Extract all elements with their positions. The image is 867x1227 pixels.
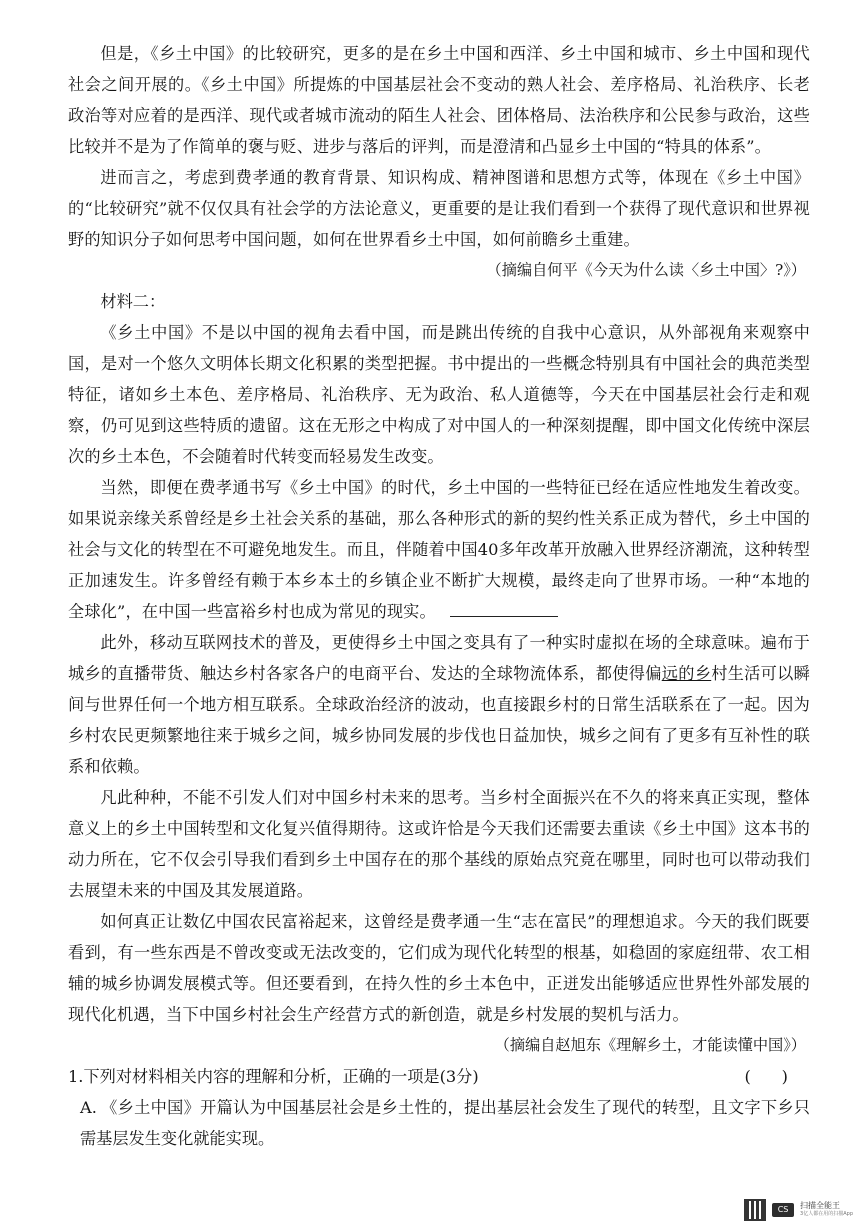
option-a-text: 《乡土中国》开篇认为中国基层社会是乡土性的，提出基层社会发生了现代的转型，且文字下乡只需基层发生变化就能实现。 <box>80 1098 810 1148</box>
material2-paragraph-3-underlined: 远的乡 <box>661 664 712 683</box>
option-a-letter: A. <box>80 1098 97 1117</box>
answer-blank-line <box>450 615 558 617</box>
material2-paragraph-3-text-b: 村生活可以瞬间与世界任何一个地方相互联系。全球政治经济的波动，也直接跟乡村的日常生活联系在了一起。因为乡村农民更频繁地往来于城乡之间，城乡协同发展的步伐也日益加快，城乡之间有了更多有互补性的联系和依赖。 <box>68 664 811 776</box>
material2-paragraph-1: 《乡土中国》不是以中国的视角去看中国，而是跳出传统的自我中心意识，从外部视角来观察中国，是对一个悠久文明体长期文化积累的类型把握。书中提出的一些概念特别具有中国社会的典范类型特征，诸如乡土本色、差序格局、礼治秩序、无为政治、私人道德等，今天在中国基层社会行走和观察，仍可见到这些特质的遗留。这在无形之中构成了对中国人的一种深刻提醒，即中国文化传统中深层次的乡土本色，不会随着时代转变而轻易发生改变。 <box>68 323 810 466</box>
scanner-name: 扫描全能王 <box>800 1201 841 1210</box>
material2-paragraph-3 <box>68 627 810 782</box>
qr-code-icon <box>744 1199 766 1221</box>
scanner-subtitle: 3亿人都在用的扫描App <box>800 1211 853 1217</box>
scanner-watermark <box>744 1199 853 1221</box>
scanner-brand <box>800 1201 853 1219</box>
reading-passage <box>68 38 810 1154</box>
material2-paragraph-2 <box>68 472 810 627</box>
question-1-stem: 1.下列对材料相关内容的理解和分析，正确的一项是(3分) <box>68 1067 479 1086</box>
material2-paragraph-2-text: 当然，即便在费孝通书写《乡土中国》的时代，乡土中国的一些特征已经在适应性地发生着改变。如果说亲缘关系曾经是乡土社会关系的基础，那么各种形式的新的契约性关系正成为替代，乡土中国的社会与文化的转型在不可避免地发生。而且，伴随着中国40多年改革开放融入世界经济潮流，这种转型正加速发生。许多曾经有赖于本乡本土的乡镇企业不断扩大规模，最终走向了世界市场。一种“本地的全球化”，在中国一些富裕乡村也成为常见的现实。 <box>68 478 810 621</box>
material2-paragraph-4: 凡此种种，不能不引发人们对中国乡村未来的思考。当乡村全面振兴在不久的将来真正实现，整体意义上的乡土中国转型和文化复兴值得期待。这或许恰是今天我们还需要去重读《乡土中国》这本书的动力所在，它不仅会引导我们看到乡土中国存在的那个基线的原始点究竟在哪里，同时也可以带动我们去展望未来的中国及其发展道路。 <box>68 788 810 900</box>
question-1-stem-row <box>68 1061 810 1092</box>
material2-paragraph-5: 如何真正让数亿中国农民富裕起来，这曾经是费孝通一生“志在富民”的理想追求。今天的我们既要看到，有一些东西是不曾改变或无法改变的，它们成为现代化转型的根基，如稳固的家庭纽带、农工相辅的城乡协调发展模式等。但还要看到，在持久性的乡土本色中，正迸发出能够适应世界性外部发展的现代化机遇，当下中国乡村社会生产经营方式的新创造，就是乡村发展的契机与活力。 <box>68 912 810 1024</box>
camscanner-logo: CS <box>772 1203 794 1217</box>
material2-label: 材料二： <box>100 292 166 311</box>
material2-source: （摘编自赵旭东《理解乡土，才能读懂中国》） <box>494 1036 806 1054</box>
material1-paragraph-2: 进而言之，考虑到费孝通的教育背景、知识构成、精神图谱和思想方式等，体现在《乡土中国》的“比较研究”就不仅仅具有社会学的方法论意义，更重要的是让我们看到一个获得了现代意识和世界视野的知识分子如何思考中国问题，如何在世界看乡土中国，如何前瞻乡土重建。 <box>68 168 810 249</box>
material1-paragraph-1: 但是，《乡土中国》的比较研究，更多的是在乡土中国和西洋、乡土中国和城市、乡土中国和现代社会之间开展的。《乡土中国》所提炼的中国基层社会不变动的熟人社会、差序格局、礼治秩序、长老政治等对应着的是西洋、现代或者城市流动的陌生人社会、团体格局、法治秩序和公民参与政治，这些比较并不是为了作简单的褒与贬、进步与落后的评判，而是澄清和凸显乡土中国的“特具的体系”。 <box>68 44 810 156</box>
answer-parentheses: ( ) <box>744 1067 788 1086</box>
material1-source: （摘编自何平《今天为什么读〈乡土中国〉?》） <box>486 261 806 279</box>
material2-paragraph-3-text-a: 此外，移动互联网技术的普及，更使得乡土中国之变具有了一种实时虚拟在场的全球意味。遍布于城乡的直播带货、触达乡村各家各户的电商平台、发达的全球物流体系，都使得偏 <box>68 633 810 683</box>
question-1-option-a <box>68 1092 810 1154</box>
